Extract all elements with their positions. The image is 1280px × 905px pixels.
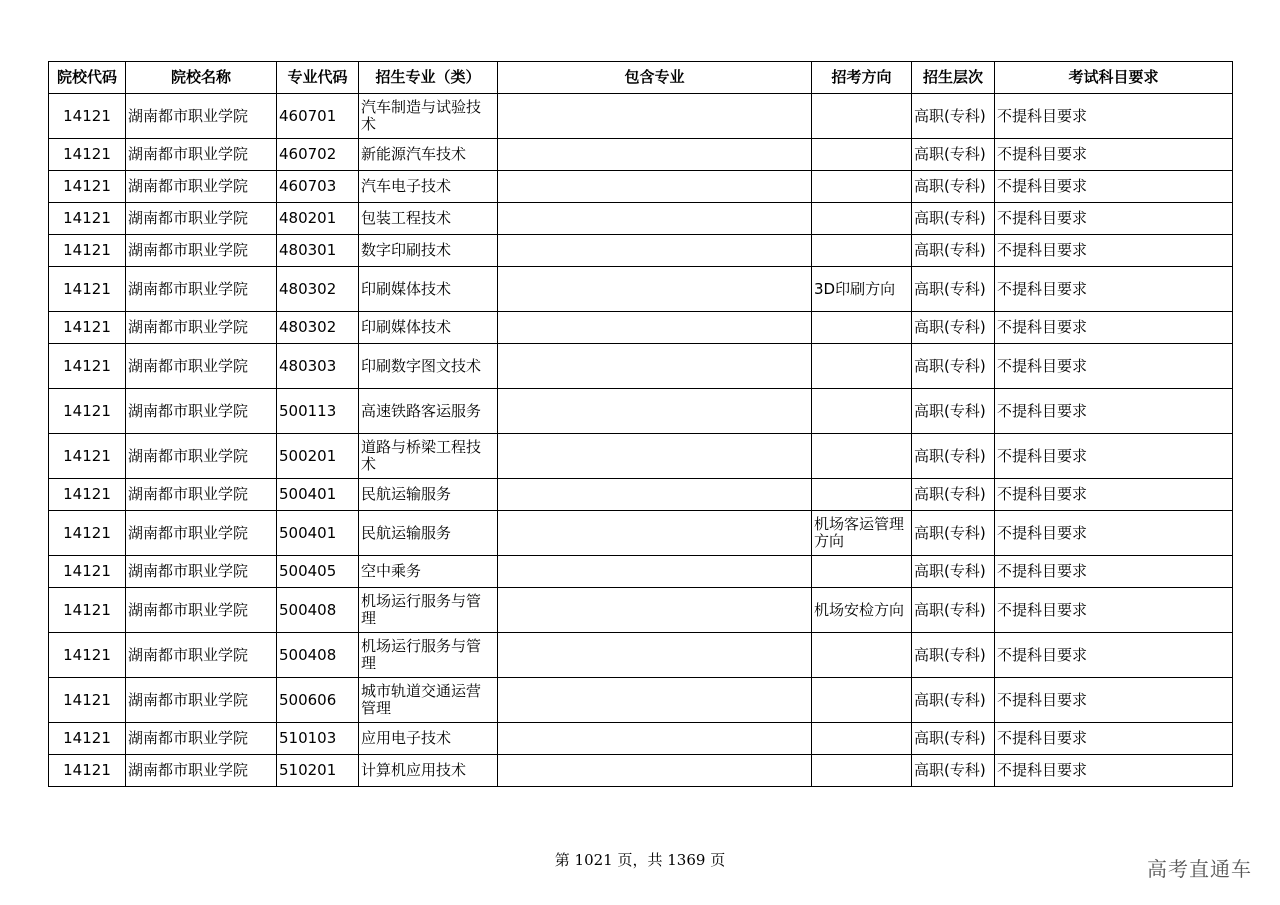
cell-requirement: 不提科目要求 [995, 94, 1233, 139]
table-row [49, 235, 1233, 267]
cell-major: 包装工程技术 [359, 203, 498, 235]
table-row [49, 633, 1233, 678]
cell-direction [812, 139, 912, 171]
cell-direction [812, 633, 912, 678]
table-row [49, 556, 1233, 588]
table-row [49, 94, 1233, 139]
cell-requirement: 不提科目要求 [995, 678, 1233, 723]
cell-school-code: 14121 [49, 344, 126, 389]
cell-school-name: 湖南都市职业学院 [126, 312, 277, 344]
cell-level: 高职(专科) [912, 94, 995, 139]
cell-included-majors [498, 633, 812, 678]
cell-major: 印刷媒体技术 [359, 312, 498, 344]
cell-major: 印刷数字图文技术 [359, 344, 498, 389]
cell-direction [812, 723, 912, 755]
cell-school-name: 湖南都市职业学院 [126, 267, 277, 312]
cell-major: 高速铁路客运服务 [359, 389, 498, 434]
cell-included-majors [498, 678, 812, 723]
table-row [49, 312, 1233, 344]
cell-school-code: 14121 [49, 556, 126, 588]
cell-included-majors [498, 479, 812, 511]
cell-level: 高职(专科) [912, 171, 995, 203]
cell-major-code: 500405 [277, 556, 359, 588]
cell-major-code: 510201 [277, 755, 359, 787]
cell-school-name: 湖南都市职业学院 [126, 588, 277, 633]
cell-major-code: 500408 [277, 633, 359, 678]
cell-level: 高职(专科) [912, 139, 995, 171]
cell-level: 高职(专科) [912, 755, 995, 787]
cell-requirement: 不提科目要求 [995, 312, 1233, 344]
cell-requirement: 不提科目要求 [995, 235, 1233, 267]
cell-requirement: 不提科目要求 [995, 511, 1233, 556]
cell-direction [812, 434, 912, 479]
cell-school-name: 湖南都市职业学院 [126, 94, 277, 139]
cell-direction [812, 556, 912, 588]
cell-level: 高职(专科) [912, 479, 995, 511]
cell-major-code: 480201 [277, 203, 359, 235]
cell-requirement: 不提科目要求 [995, 203, 1233, 235]
cell-included-majors [498, 511, 812, 556]
cell-school-code: 14121 [49, 203, 126, 235]
cell-requirement: 不提科目要求 [995, 267, 1233, 312]
cell-school-code: 14121 [49, 312, 126, 344]
cell-school-name: 湖南都市职业学院 [126, 434, 277, 479]
cell-direction: 3D印刷方向 [812, 267, 912, 312]
cell-direction [812, 755, 912, 787]
cell-direction [812, 203, 912, 235]
cell-requirement: 不提科目要求 [995, 139, 1233, 171]
cell-requirement: 不提科目要求 [995, 434, 1233, 479]
cell-major-code: 480301 [277, 235, 359, 267]
page-number: 第 1021 页，共 1369 页 [554, 851, 726, 869]
cell-major-code: 460702 [277, 139, 359, 171]
cell-level: 高职(专科) [912, 633, 995, 678]
cell-school-code: 14121 [49, 171, 126, 203]
cell-school-code: 14121 [49, 723, 126, 755]
cell-school-name: 湖南都市职业学院 [126, 678, 277, 723]
cell-major: 汽车电子技术 [359, 171, 498, 203]
cell-major-code: 480302 [277, 312, 359, 344]
cell-requirement: 不提科目要求 [995, 171, 1233, 203]
cell-school-code: 14121 [49, 755, 126, 787]
cell-requirement: 不提科目要求 [995, 344, 1233, 389]
cell-school-code: 14121 [49, 389, 126, 434]
cell-level: 高职(专科) [912, 344, 995, 389]
cell-level: 高职(专科) [912, 434, 995, 479]
cell-major: 新能源汽车技术 [359, 139, 498, 171]
cell-school-code: 14121 [49, 511, 126, 556]
table-row [49, 389, 1233, 434]
cell-level: 高职(专科) [912, 267, 995, 312]
cell-school-name: 湖南都市职业学院 [126, 479, 277, 511]
cell-major-code: 510103 [277, 723, 359, 755]
table-row [49, 434, 1233, 479]
header-major: 招生专业（类） [359, 62, 498, 94]
table-row [49, 171, 1233, 203]
cell-direction [812, 678, 912, 723]
table-row [49, 678, 1233, 723]
cell-school-name: 湖南都市职业学院 [126, 139, 277, 171]
cell-major-code: 500408 [277, 588, 359, 633]
header-row [49, 62, 1233, 94]
header-major-code: 专业代码 [277, 62, 359, 94]
cell-major-code: 500401 [277, 511, 359, 556]
cell-level: 高职(专科) [912, 389, 995, 434]
cell-included-majors [498, 588, 812, 633]
watermark: 高考直通车 [1147, 857, 1252, 881]
table-row [49, 267, 1233, 312]
cell-major: 数字印刷技术 [359, 235, 498, 267]
cell-requirement: 不提科目要求 [995, 389, 1233, 434]
cell-level: 高职(专科) [912, 588, 995, 633]
cell-included-majors [498, 389, 812, 434]
table-row [49, 588, 1233, 633]
cell-school-name: 湖南都市职业学院 [126, 344, 277, 389]
cell-major-code: 460703 [277, 171, 359, 203]
cell-school-name: 湖南都市职业学院 [126, 203, 277, 235]
cell-school-name: 湖南都市职业学院 [126, 389, 277, 434]
cell-included-majors [498, 556, 812, 588]
cell-included-majors [498, 235, 812, 267]
cell-direction [812, 344, 912, 389]
cell-level: 高职(专科) [912, 678, 995, 723]
header-school-code: 院校代码 [49, 62, 126, 94]
cell-major-code: 480302 [277, 267, 359, 312]
cell-major-code: 500201 [277, 434, 359, 479]
cell-major-code: 500113 [277, 389, 359, 434]
table-row [49, 511, 1233, 556]
cell-major: 机场运行服务与管理 [359, 633, 498, 678]
cell-school-code: 14121 [49, 479, 126, 511]
cell-major: 计算机应用技术 [359, 755, 498, 787]
cell-direction [812, 235, 912, 267]
cell-school-name: 湖南都市职业学院 [126, 511, 277, 556]
cell-level: 高职(专科) [912, 556, 995, 588]
cell-direction [812, 479, 912, 511]
cell-direction [812, 389, 912, 434]
cell-direction: 机场客运管理方向 [812, 511, 912, 556]
cell-direction [812, 171, 912, 203]
cell-major-code: 500606 [277, 678, 359, 723]
cell-included-majors [498, 267, 812, 312]
cell-major: 民航运输服务 [359, 511, 498, 556]
cell-requirement: 不提科目要求 [995, 755, 1233, 787]
cell-major: 机场运行服务与管理 [359, 588, 498, 633]
cell-school-code: 14121 [49, 267, 126, 312]
cell-level: 高职(专科) [912, 203, 995, 235]
table-row [49, 723, 1233, 755]
cell-requirement: 不提科目要求 [995, 479, 1233, 511]
cell-level: 高职(专科) [912, 723, 995, 755]
cell-school-code: 14121 [49, 678, 126, 723]
cell-requirement: 不提科目要求 [995, 556, 1233, 588]
table-row [49, 479, 1233, 511]
cell-included-majors [498, 434, 812, 479]
table-row [49, 139, 1233, 171]
cell-major: 空中乘务 [359, 556, 498, 588]
cell-school-code: 14121 [49, 434, 126, 479]
table-row [49, 755, 1233, 787]
header-included-majors: 包含专业 [498, 62, 812, 94]
cell-school-name: 湖南都市职业学院 [126, 556, 277, 588]
cell-included-majors [498, 139, 812, 171]
cell-level: 高职(专科) [912, 235, 995, 267]
cell-school-name: 湖南都市职业学院 [126, 755, 277, 787]
cell-school-code: 14121 [49, 235, 126, 267]
admissions-table [48, 61, 1233, 787]
cell-school-code: 14121 [49, 588, 126, 633]
cell-school-code: 14121 [49, 94, 126, 139]
cell-major: 应用电子技术 [359, 723, 498, 755]
cell-requirement: 不提科目要求 [995, 588, 1233, 633]
header-direction: 招考方向 [812, 62, 912, 94]
cell-requirement: 不提科目要求 [995, 633, 1233, 678]
cell-school-name: 湖南都市职业学院 [126, 723, 277, 755]
cell-included-majors [498, 203, 812, 235]
cell-major: 道路与桥梁工程技术 [359, 434, 498, 479]
cell-school-name: 湖南都市职业学院 [126, 171, 277, 203]
cell-level: 高职(专科) [912, 511, 995, 556]
cell-level: 高职(专科) [912, 312, 995, 344]
cell-major: 汽车制造与试验技术 [359, 94, 498, 139]
cell-direction [812, 94, 912, 139]
header-requirement: 考试科目要求 [995, 62, 1233, 94]
table-body [49, 94, 1233, 787]
table-row [49, 203, 1233, 235]
cell-included-majors [498, 94, 812, 139]
cell-school-code: 14121 [49, 633, 126, 678]
cell-major-code: 480303 [277, 344, 359, 389]
table-row [49, 344, 1233, 389]
cell-included-majors [498, 344, 812, 389]
cell-included-majors [498, 171, 812, 203]
header-level: 招生层次 [912, 62, 995, 94]
cell-major-code: 460701 [277, 94, 359, 139]
cell-included-majors [498, 723, 812, 755]
cell-requirement: 不提科目要求 [995, 723, 1233, 755]
cell-school-code: 14121 [49, 139, 126, 171]
cell-major-code: 500401 [277, 479, 359, 511]
header-school-name: 院校名称 [126, 62, 277, 94]
cell-included-majors [498, 755, 812, 787]
cell-direction [812, 312, 912, 344]
cell-direction: 机场安检方向 [812, 588, 912, 633]
cell-included-majors [498, 312, 812, 344]
cell-major: 民航运输服务 [359, 479, 498, 511]
cell-major: 印刷媒体技术 [359, 267, 498, 312]
cell-school-name: 湖南都市职业学院 [126, 235, 277, 267]
cell-school-name: 湖南都市职业学院 [126, 633, 277, 678]
cell-major: 城市轨道交通运营管理 [359, 678, 498, 723]
